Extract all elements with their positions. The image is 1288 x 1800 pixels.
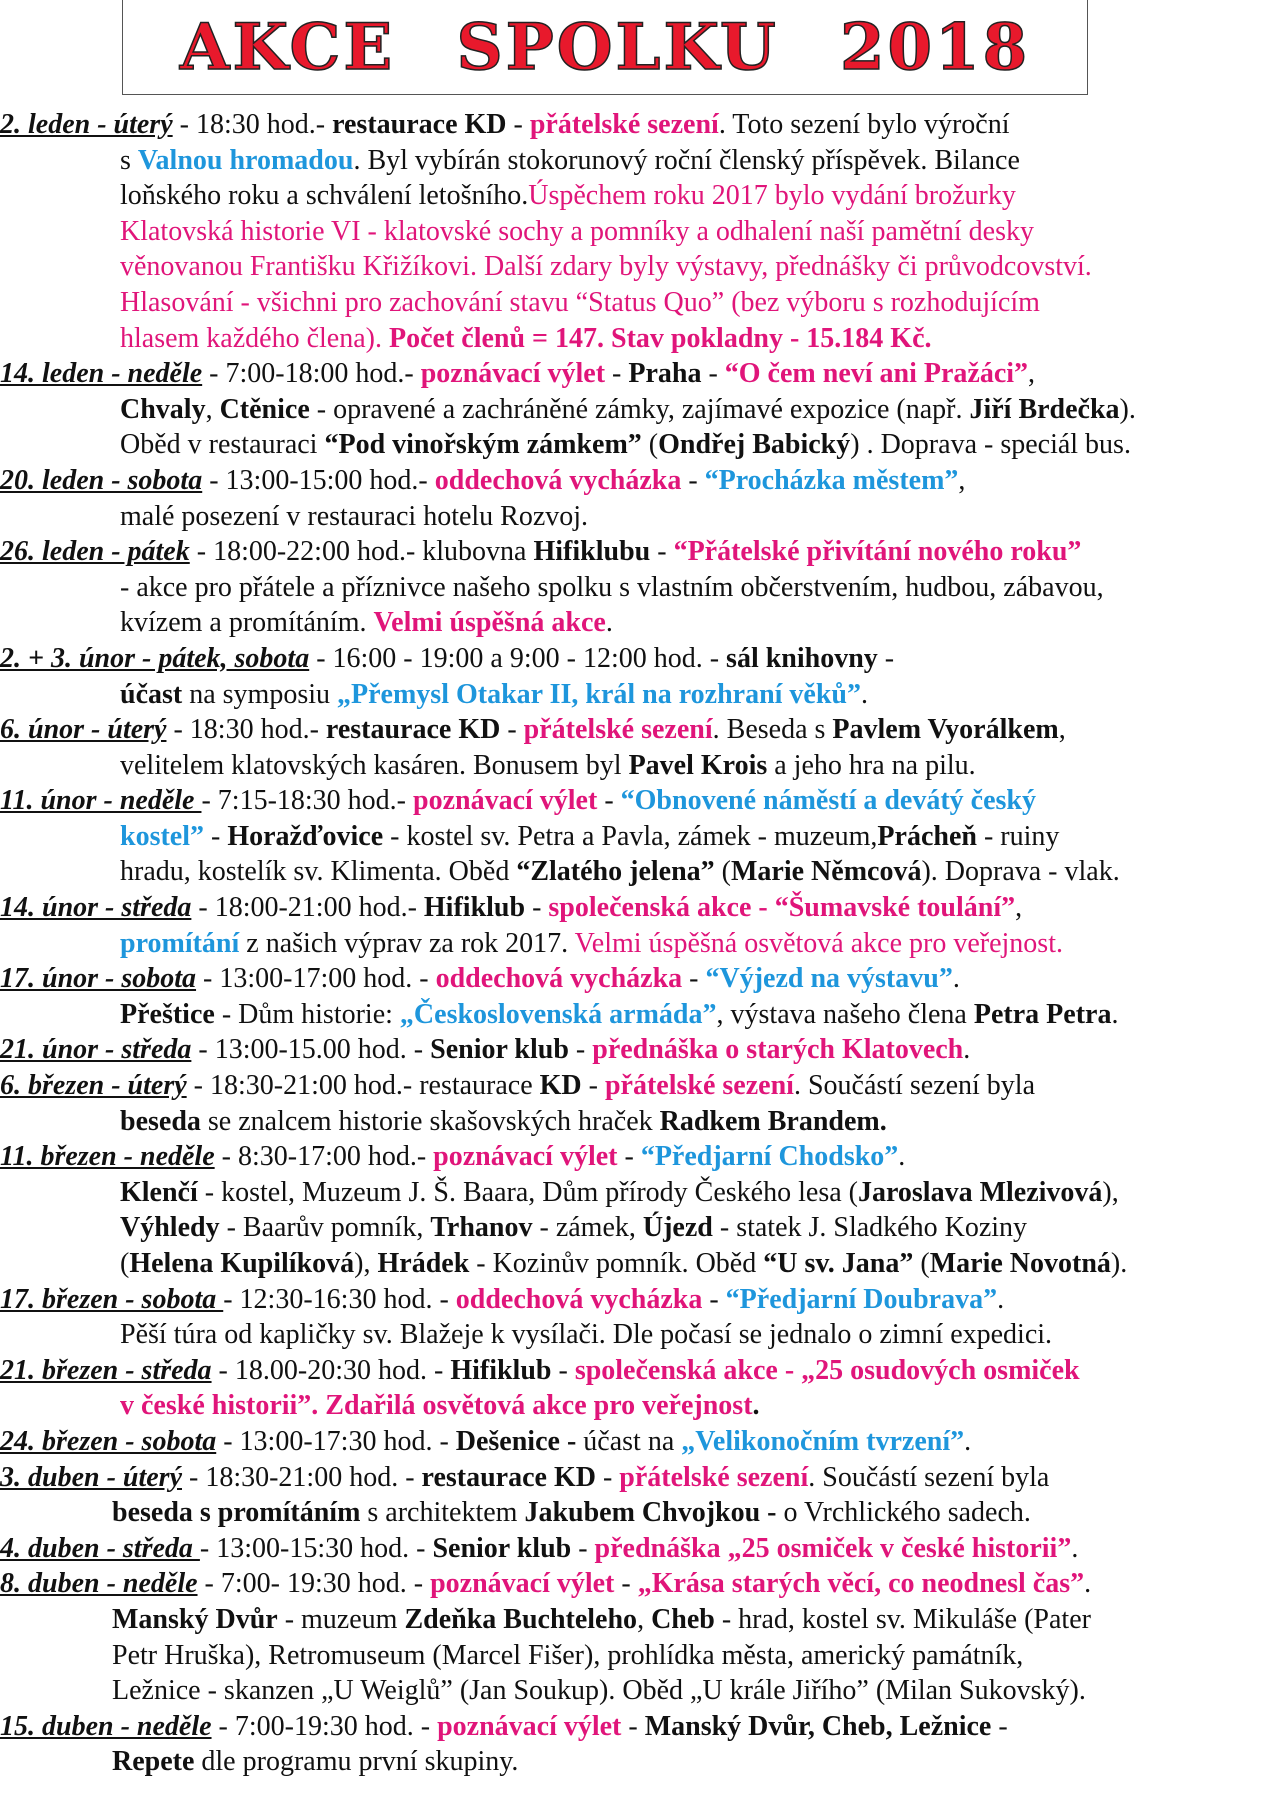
text-segment: - — [581, 1070, 605, 1102]
text-segment: Hifiklub — [450, 1354, 552, 1386]
text-segment: - — [681, 464, 705, 496]
text-segment: ( — [913, 1248, 930, 1279]
text-segment: “Zlatého jelena” — [516, 856, 715, 888]
event-detail-line — [0, 427, 1288, 463]
text-segment: - 7:00- 19:30 hod. - — [197, 1568, 431, 1600]
event-line — [0, 1068, 1288, 1104]
text-segment: z našich výprav za rok 2017. — [239, 927, 575, 959]
event-detail-line — [0, 1246, 1288, 1282]
text-segment: . — [963, 1034, 971, 1066]
event-detail-line — [0, 321, 1288, 357]
text-segment: Velmi úspěšná akce — [373, 607, 606, 639]
event-detail-line — [0, 1317, 1288, 1353]
event-detail-line — [0, 392, 1288, 428]
text-segment: Klenčí — [120, 1176, 198, 1208]
text-segment: velitelem klatovských kasáren. Bonusem byl — [120, 749, 629, 781]
text-segment: „Přemysl Otakar II, král na rozhraní věků” — [337, 678, 861, 710]
event-date: 3. duben - úterý — [0, 1461, 182, 1493]
text-segment: Pavlem Vyorálkem — [832, 714, 1059, 746]
text-segment: , — [637, 1603, 652, 1635]
event-date: 14. leden - neděle — [0, 358, 203, 390]
event-detail-line — [0, 214, 1288, 250]
event-detail-line — [0, 143, 1288, 179]
event-date: 15. duben - neděle — [0, 1710, 212, 1742]
text-segment: - opravené a zachráněné zámky, zajímavé expozice (např. — [309, 393, 970, 425]
event-detail-line — [0, 997, 1288, 1033]
text-segment: . — [964, 1425, 972, 1457]
event-line — [0, 1032, 1288, 1068]
text-segment: „Československá armáda” — [399, 998, 717, 1030]
text-segment: přátelské sezení — [529, 109, 719, 140]
text-segment: ( — [120, 1248, 130, 1279]
event-line — [0, 712, 1288, 748]
text-segment: - 12:30-16:30 hod. - — [223, 1283, 456, 1315]
text-segment: - 13:00-17:30 hod. - — [216, 1425, 456, 1457]
text-segment: - — [682, 963, 706, 995]
event-detail-line — [0, 499, 1288, 535]
text-segment: Helena Kupilíková — [129, 1248, 355, 1279]
text-segment: . Toto sezení bylo výroční — [718, 109, 1010, 140]
event-detail-line — [0, 1388, 1288, 1424]
text-segment: ), — [1102, 1176, 1119, 1208]
event-date: 24. březen - sobota — [0, 1425, 217, 1457]
event-line — [0, 356, 1288, 392]
page-title: AKCE SPOLKU 2018 — [179, 9, 1031, 85]
text-segment: - — [877, 642, 895, 674]
text-segment: - 18:00-22:00 hod.- klubovna — [189, 536, 534, 568]
text-segment: dle programu první skupiny. — [194, 1746, 519, 1778]
text-segment: . — [752, 1390, 760, 1422]
text-segment: Repete — [112, 1746, 195, 1778]
text-segment: beseda s promítáním — [112, 1497, 361, 1529]
text-segment: - — [500, 714, 524, 746]
text-segment: - — [650, 536, 674, 568]
text-segment: Manský Dvůr, Cheb, Ležnice — [644, 1710, 992, 1742]
text-segment: s — [120, 144, 138, 176]
text-segment: poznávací výlet — [430, 1568, 615, 1600]
event-line — [0, 1460, 1288, 1496]
event-line — [0, 1531, 1288, 1567]
text-segment: - 13:00-15:00 hod.- — [202, 464, 435, 496]
text-segment: a jeho hra na pilu. — [767, 749, 976, 781]
text-segment: beseda — [120, 1105, 201, 1137]
text-segment: s architektem — [360, 1497, 525, 1529]
text-segment: společenská akce - “Šumavské toulání” — [548, 892, 1016, 924]
event-date: 6. březen - úterý — [0, 1070, 187, 1102]
text-segment: se znalcem historie skašovských hraček — [200, 1105, 660, 1137]
event-date: 20. leden - sobota — [0, 464, 203, 496]
text-segment: o Vrchlického sadech. — [776, 1497, 1031, 1529]
title-box — [122, 0, 1088, 95]
text-segment: Počet členů = 147. Stav pokladny - 15.184 Kč. — [388, 322, 932, 354]
event-detail-line — [0, 926, 1288, 962]
event-line — [0, 890, 1288, 926]
text-segment: - muzeum — [277, 1603, 405, 1635]
text-segment: - — [614, 1568, 638, 1600]
text-segment: loňského roku a schválení letošního. — [120, 180, 529, 212]
text-segment: . Byl vybírán stokorunový roční členský příspěvek. Bilance — [353, 144, 1020, 176]
text-segment: , — [1015, 892, 1023, 924]
text-segment: ). — [1110, 1248, 1128, 1279]
text-segment: - 18:30-21:00 hod. - — [182, 1461, 422, 1493]
text-segment: Zdeňka Buchteleho — [404, 1603, 638, 1635]
text-segment: “Přátelské přivítání nového roku” — [673, 536, 1082, 568]
text-segment: Jakubem Chvojkou - — [524, 1497, 777, 1529]
text-segment: restaurace KD — [325, 714, 501, 746]
text-segment: Hrádek — [377, 1248, 470, 1279]
event-detail-line — [0, 178, 1288, 214]
text-segment: - — [617, 1141, 641, 1173]
text-segment: Ctěnice — [219, 393, 310, 425]
text-segment: “Předjarní Doubrava” — [725, 1283, 998, 1315]
text-segment: Dešenice — [455, 1425, 560, 1457]
text-segment: restaurace KD — [421, 1461, 596, 1493]
event-date: 2. leden - úterý — [0, 109, 173, 140]
text-segment: - 18.00-20:30 hod. - — [211, 1354, 451, 1386]
text-segment: ), — [354, 1248, 378, 1279]
text-segment: - Kozinův pomník. Oběd — [469, 1248, 764, 1279]
event-detail-line — [0, 1638, 1288, 1674]
event-detail-line — [0, 570, 1288, 606]
text-segment: - kostel sv. Petra a Pavla, zámek - muzeum, — [383, 820, 878, 852]
text-segment: . Součástí sezení byla — [808, 1461, 1050, 1493]
event-line — [0, 641, 1288, 677]
event-detail-line — [0, 854, 1288, 890]
text-segment: Klatovská historie VI - klatovské sochy a pomníky a odhalení naší pamětní desky — [120, 215, 1034, 247]
text-segment: přátelské sezení — [604, 1070, 794, 1102]
event-detail-line — [0, 1495, 1288, 1531]
text-segment: Hifiklub — [423, 892, 526, 924]
text-segment: ( — [714, 856, 731, 888]
event-detail-line — [0, 1104, 1288, 1140]
text-segment: - 18:30-21:00 hod.- restaurace — [186, 1070, 540, 1102]
text-segment: . — [898, 1141, 906, 1173]
text-segment: - — [568, 1034, 593, 1066]
text-segment: restaurace KD — [332, 109, 507, 140]
text-segment: přednáška o starých Klatovech — [592, 1034, 964, 1066]
text-segment: Senior klub — [430, 1034, 569, 1066]
text-segment: , výstava našeho člena — [716, 998, 974, 1030]
text-segment: poznávací výlet — [420, 358, 606, 390]
text-segment: , — [205, 393, 220, 425]
text-segment: “Obnovené náměstí a devátý český — [620, 785, 1036, 817]
text-segment: ( — [641, 429, 659, 461]
text-segment: - — [559, 1425, 584, 1457]
event-detail-line — [0, 677, 1288, 713]
text-segment: hradu, kostelík sv. Klimenta. Oběd — [120, 856, 517, 888]
text-segment: , — [958, 464, 966, 496]
event-line — [0, 961, 1288, 997]
text-segment: Výhledy — [120, 1212, 220, 1244]
text-segment: - 18:00-21:00 hod.- — [191, 892, 424, 924]
text-segment: Úspěchem roku 2017 bylo vydání brožurky — [528, 180, 1016, 212]
text-segment: - 18:30 hod.- — [172, 109, 333, 140]
text-segment: hlasem každého člena). — [120, 322, 389, 354]
event-date: 14. únor - středa — [0, 892, 192, 924]
text-segment: Cheb — [651, 1603, 715, 1635]
event-line — [0, 1424, 1288, 1460]
text-segment: věnovanou Františku Křižíkovi. Další zdary byly výstavy, přednášky či průvodcovství. — [120, 251, 1092, 283]
text-segment: - 7:15-18:30 hod.- — [201, 785, 413, 817]
text-segment: přátelské sezení — [523, 714, 713, 746]
text-segment: “O čem neví ani Pražáci” — [724, 358, 1029, 390]
event-detail-line — [0, 819, 1288, 855]
text-segment: - — [605, 358, 629, 390]
event-detail-line — [0, 605, 1288, 641]
text-segment: “Předjarní Chodsko” — [640, 1141, 899, 1173]
text-segment: Chvaly — [120, 393, 206, 425]
text-segment: Manský Dvůr — [112, 1603, 278, 1635]
text-segment: Praha — [628, 358, 702, 390]
text-segment: Senior klub — [432, 1532, 572, 1564]
text-segment: Pěší túra od kapličky sv. Blažeje k vysílači. Dle počasí se jednalo o zimní expedici. — [120, 1319, 1053, 1351]
text-segment: Oběd v restauraci — [120, 429, 325, 461]
text-segment: promítání — [120, 927, 240, 959]
text-segment: Prácheň — [877, 820, 977, 852]
text-segment: - 16:00 - 19:00 a 9:00 - 12:00 hod. - — [309, 642, 727, 674]
text-segment: - Baarův pomník, — [219, 1212, 431, 1244]
text-segment: přátelské sezení — [619, 1461, 809, 1493]
text-segment: Petr Hruška), Retromuseum (Marcel Fišer), prohlídka města, americký památník, — [112, 1639, 1024, 1671]
text-segment: - — [597, 785, 621, 817]
text-segment: - akce pro přátele a příznivce našeho spolku s vlastním občerstvením, hudbou, zábavou, — [120, 571, 1104, 603]
text-segment: , — [1058, 714, 1066, 746]
text-segment: . — [1084, 1568, 1092, 1600]
text-segment: malé posezení v restauraci hotelu Rozvoj. — [120, 500, 589, 532]
text-segment: účast — [120, 678, 183, 710]
text-segment: - zámek, — [532, 1212, 643, 1244]
text-segment: - — [525, 892, 549, 924]
text-segment: kvízem a promítáním. — [120, 607, 374, 639]
text-segment: - hrad, kostel sv. Mikuláše (Pater — [714, 1603, 1091, 1635]
text-segment: na symposiu — [182, 678, 338, 710]
text-segment: Radkem Brandem. — [659, 1105, 887, 1137]
event-detail-line — [0, 1210, 1288, 1246]
event-line — [0, 1139, 1288, 1175]
text-segment: “U sv. Jana” — [763, 1248, 914, 1279]
text-segment: Horažďovice — [227, 820, 384, 852]
text-segment: poznávací výlet — [433, 1141, 618, 1173]
text-segment: Ležnice - skanzen „U Weiglů” (Jan Soukup). Oběd „U krále Jiřího” (Milan Sukovský). — [112, 1675, 1086, 1707]
event-line — [0, 1709, 1288, 1745]
text-segment: Újezd — [642, 1212, 713, 1244]
event-date: 11. únor - neděle — [0, 785, 202, 817]
event-date: 6. únor - úterý — [0, 714, 167, 746]
event-detail-line — [0, 285, 1288, 321]
event-line — [0, 107, 1288, 143]
text-segment: oddechová vycházka — [434, 464, 682, 496]
text-segment: - 7:00-19:30 hod. - — [211, 1710, 438, 1742]
text-segment: - — [204, 820, 228, 852]
text-segment: ) . Doprava - speciál bus. — [850, 429, 1131, 461]
text-segment: - — [701, 358, 725, 390]
text-segment: - — [571, 1532, 595, 1564]
event-detail-line — [0, 249, 1288, 285]
text-segment: - 8:30-17:00 hod.- — [214, 1141, 434, 1173]
event-detail-line — [0, 1744, 1288, 1780]
text-segment: Hlasování - všichni pro zachování stavu “Status Quo” (bez výboru s rozhodujícím — [120, 286, 1040, 318]
text-segment: Hifiklubu — [533, 536, 651, 568]
text-segment: - — [621, 1710, 645, 1742]
text-segment: Přeštice — [120, 998, 215, 1030]
text-segment: - 18:30 hod.- — [166, 714, 326, 746]
event-line — [0, 1566, 1288, 1602]
text-segment: sál knihovny — [726, 642, 878, 674]
text-segment: - — [506, 109, 530, 140]
event-line — [0, 534, 1288, 570]
text-segment: Velmi úspěšná osvětová akce pro veřejnost. — [574, 927, 1063, 959]
event-date: 11. březen - neděle — [0, 1141, 215, 1173]
text-segment: oddechová vycházka — [435, 963, 683, 995]
text-segment: - statek J. Sladkého Koziny — [712, 1212, 1028, 1244]
text-segment: . Beseda s — [712, 714, 833, 746]
event-line — [0, 1282, 1288, 1318]
text-segment: Jaroslava Mlezivová — [857, 1176, 1103, 1208]
text-segment: Petra Petra — [973, 998, 1112, 1030]
text-segment: “Pod vinořským zámkem” — [324, 429, 642, 461]
event-detail-line — [0, 1673, 1288, 1709]
event-line — [0, 463, 1288, 499]
text-segment: , — [1028, 358, 1036, 390]
text-segment: Pavel Krois — [628, 749, 768, 781]
event-detail-line — [0, 748, 1288, 784]
text-segment: . — [952, 963, 960, 995]
text-segment: oddechová vycházka — [455, 1283, 703, 1315]
text-segment: . — [861, 678, 868, 710]
text-segment: Ondřej Babický — [658, 429, 851, 461]
text-segment: Jiří Brdečka — [969, 393, 1120, 425]
text-segment: „Krása starých věcí, co neodnesl čas” — [637, 1568, 1085, 1600]
event-date: 8. duben - neděle — [0, 1568, 198, 1600]
text-segment: - 13:00-17:00 hod. - — [196, 963, 436, 995]
text-segment: - — [551, 1354, 575, 1386]
text-segment: - — [595, 1461, 620, 1493]
text-segment: “Procházka městem” — [704, 464, 959, 496]
text-segment: poznávací výlet — [413, 785, 598, 817]
text-segment: Trhanov — [430, 1212, 533, 1244]
text-segment: - 13:00-15:30 hod. - — [199, 1532, 433, 1564]
event-line — [0, 783, 1288, 819]
text-segment: . — [997, 1283, 1005, 1315]
text-segment: Marie Novotná — [929, 1248, 1111, 1279]
event-date: 21. březen - středa — [0, 1354, 212, 1386]
text-segment: Valnou hromadou — [137, 144, 354, 176]
text-segment: . Součástí sezení byla — [793, 1070, 1036, 1102]
text-segment: KD — [539, 1070, 582, 1102]
text-segment: účast na — [583, 1425, 682, 1457]
text-segment: přednáška „25 osmiček v české historii” — [594, 1532, 1072, 1564]
text-segment: ). Doprava - vlak. — [921, 856, 1120, 888]
event-date: 17. únor - sobota — [0, 963, 197, 995]
text-segment: v české historii”. Zdařilá osvětová akce pro veřejnost — [120, 1390, 753, 1422]
text-segment: ). — [1119, 393, 1136, 425]
text-segment: Marie Němcová — [730, 856, 922, 888]
text-segment: - — [702, 1283, 726, 1315]
text-segment: . — [605, 607, 613, 639]
text-segment: - Dům historie: — [214, 998, 400, 1030]
event-detail-line — [0, 1175, 1288, 1211]
text-segment: - kostel, Muzeum J. Š. Baara, Dům přírody Českého lesa ( — [197, 1176, 858, 1208]
event-date: 26. leden - pátek — [0, 536, 190, 568]
event-date: 21. únor - středa — [0, 1034, 192, 1066]
text-segment: - 13:00-15.00 hod. - — [191, 1034, 431, 1066]
text-segment: - 7:00-18:00 hod.- — [202, 358, 421, 390]
event-date: 2. + 3. únor - pátek, sobota — [0, 642, 310, 674]
event-detail-line — [0, 1602, 1288, 1638]
text-segment: společenská akce - „25 osudových osmiček — [574, 1354, 1080, 1386]
event-list — [0, 107, 1288, 1780]
event-line — [0, 1353, 1288, 1389]
text-segment: “Výjezd na výstavu” — [705, 963, 953, 995]
text-segment: . — [1071, 1532, 1079, 1564]
event-date: 4. duben - středa — [0, 1532, 200, 1564]
text-segment: . — [1111, 998, 1119, 1030]
event-date: 17. březen - sobota — [0, 1283, 224, 1315]
text-segment: kostel” — [120, 820, 204, 852]
text-segment: - ruiny — [976, 820, 1060, 852]
text-segment: poznávací výlet — [437, 1710, 622, 1742]
text-segment: - — [991, 1710, 1008, 1742]
text-segment: „Velikonočním tvrzení” — [681, 1425, 965, 1457]
